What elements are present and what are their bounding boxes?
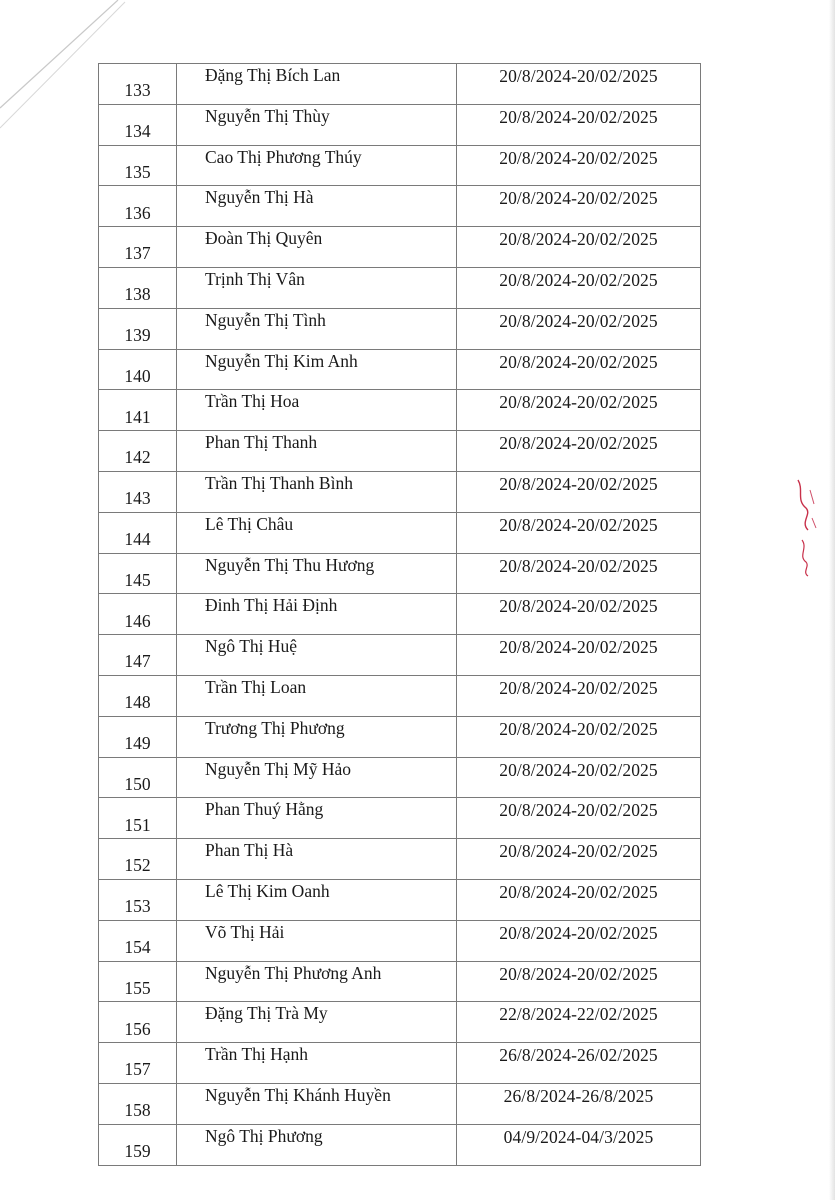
row-number-cell: 142 — [99, 431, 177, 472]
date-period-cell: 20/8/2024-20/02/2025 — [457, 716, 701, 757]
date-period-cell: 20/8/2024-20/02/2025 — [457, 145, 701, 186]
date-period-cell: 20/8/2024-20/02/2025 — [457, 431, 701, 472]
table-row — [99, 186, 701, 227]
row-number-cell: 137 — [99, 227, 177, 268]
table-row — [99, 267, 701, 308]
person-name-cell: Nguyễn Thị Thu Hương — [177, 553, 457, 594]
date-period-cell: 22/8/2024-22/02/2025 — [457, 1002, 701, 1043]
table-row — [99, 431, 701, 472]
person-name-cell: Phan Thị Hà — [177, 839, 457, 880]
date-period-cell: 26/8/2024-26/02/2025 — [457, 1043, 701, 1084]
row-number-cell: 159 — [99, 1124, 177, 1165]
person-name-cell: Trịnh Thị Vân — [177, 267, 457, 308]
row-number-cell: 145 — [99, 553, 177, 594]
table-row — [99, 1043, 701, 1084]
roster-table-container — [98, 63, 700, 1166]
person-name-cell: Nguyễn Thị Tình — [177, 308, 457, 349]
row-number-cell: 149 — [99, 716, 177, 757]
person-name-cell: Trương Thị Phương — [177, 716, 457, 757]
row-number-cell: 150 — [99, 757, 177, 798]
date-period-cell: 20/8/2024-20/02/2025 — [457, 879, 701, 920]
row-number-cell: 143 — [99, 471, 177, 512]
row-number-cell: 151 — [99, 798, 177, 839]
person-name-cell: Ngô Thị Huệ — [177, 635, 457, 676]
date-period-cell: 20/8/2024-20/02/2025 — [457, 675, 701, 716]
date-period-cell: 04/9/2024-04/3/2025 — [457, 1124, 701, 1165]
table-row — [99, 308, 701, 349]
person-name-cell: Trần Thị Hạnh — [177, 1043, 457, 1084]
person-name-cell: Đoàn Thị Quyên — [177, 227, 457, 268]
date-period-cell: 20/8/2024-20/02/2025 — [457, 186, 701, 227]
person-name-cell: Nguyễn Thị Phương Anh — [177, 961, 457, 1002]
row-number-cell: 139 — [99, 308, 177, 349]
row-number-cell: 135 — [99, 145, 177, 186]
table-row — [99, 757, 701, 798]
date-period-cell: 20/8/2024-20/02/2025 — [457, 267, 701, 308]
roster-table-body — [99, 64, 701, 1166]
person-name-cell: Đặng Thị Bích Lan — [177, 64, 457, 105]
person-name-cell: Trần Thị Thanh Bình — [177, 471, 457, 512]
person-name-cell: Võ Thị Hải — [177, 920, 457, 961]
row-number-cell: 155 — [99, 961, 177, 1002]
person-name-cell: Nguyễn Thị Mỹ Hảo — [177, 757, 457, 798]
person-name-cell: Nguyễn Thị Thùy — [177, 104, 457, 145]
table-row — [99, 349, 701, 390]
row-number-cell: 152 — [99, 839, 177, 880]
table-row — [99, 1083, 701, 1124]
person-name-cell: Phan Thuý Hằng — [177, 798, 457, 839]
table-row — [99, 471, 701, 512]
row-number-cell: 157 — [99, 1043, 177, 1084]
table-row — [99, 961, 701, 1002]
table-row — [99, 594, 701, 635]
date-period-cell: 20/8/2024-20/02/2025 — [457, 757, 701, 798]
date-period-cell: 20/8/2024-20/02/2025 — [457, 471, 701, 512]
table-row — [99, 716, 701, 757]
table-row — [99, 839, 701, 880]
row-number-cell: 141 — [99, 390, 177, 431]
table-row — [99, 1002, 701, 1043]
person-name-cell: Trần Thị Hoa — [177, 390, 457, 431]
table-row — [99, 104, 701, 145]
table-row — [99, 512, 701, 553]
person-name-cell: Lê Thị Kim Oanh — [177, 879, 457, 920]
table-row — [99, 227, 701, 268]
table-row — [99, 390, 701, 431]
date-period-cell: 20/8/2024-20/02/2025 — [457, 635, 701, 676]
date-period-cell: 20/8/2024-20/02/2025 — [457, 553, 701, 594]
roster-table — [98, 63, 701, 1166]
person-name-cell: Cao Thị Phương Thúy — [177, 145, 457, 186]
row-number-cell: 133 — [99, 64, 177, 105]
date-period-cell: 20/8/2024-20/02/2025 — [457, 64, 701, 105]
person-name-cell: Ngô Thị Phương — [177, 1124, 457, 1165]
person-name-cell: Trần Thị Loan — [177, 675, 457, 716]
table-row — [99, 879, 701, 920]
person-name-cell: Đặng Thị Trà My — [177, 1002, 457, 1043]
row-number-cell: 148 — [99, 675, 177, 716]
table-row — [99, 635, 701, 676]
date-period-cell: 20/8/2024-20/02/2025 — [457, 390, 701, 431]
row-number-cell: 140 — [99, 349, 177, 390]
table-row — [99, 798, 701, 839]
table-row — [99, 920, 701, 961]
row-number-cell: 147 — [99, 635, 177, 676]
date-period-cell: 20/8/2024-20/02/2025 — [457, 349, 701, 390]
date-period-cell: 20/8/2024-20/02/2025 — [457, 839, 701, 880]
person-name-cell: Đinh Thị Hải Định — [177, 594, 457, 635]
row-number-cell: 156 — [99, 1002, 177, 1043]
row-number-cell: 138 — [99, 267, 177, 308]
red-stamp-fragment — [792, 470, 822, 580]
date-period-cell: 26/8/2024-26/8/2025 — [457, 1083, 701, 1124]
person-name-cell: Nguyễn Thị Kim Anh — [177, 349, 457, 390]
person-name-cell: Phan Thị Thanh — [177, 431, 457, 472]
date-period-cell: 20/8/2024-20/02/2025 — [457, 104, 701, 145]
date-period-cell: 20/8/2024-20/02/2025 — [457, 798, 701, 839]
table-row — [99, 64, 701, 105]
table-row — [99, 675, 701, 716]
person-name-cell: Nguyễn Thị Khánh Huyền — [177, 1083, 457, 1124]
row-number-cell: 158 — [99, 1083, 177, 1124]
row-number-cell: 134 — [99, 104, 177, 145]
date-period-cell: 20/8/2024-20/02/2025 — [457, 512, 701, 553]
row-number-cell: 144 — [99, 512, 177, 553]
date-period-cell: 20/8/2024-20/02/2025 — [457, 961, 701, 1002]
date-period-cell: 20/8/2024-20/02/2025 — [457, 920, 701, 961]
person-name-cell: Lê Thị Châu — [177, 512, 457, 553]
date-period-cell: 20/8/2024-20/02/2025 — [457, 308, 701, 349]
date-period-cell: 20/8/2024-20/02/2025 — [457, 227, 701, 268]
row-number-cell: 153 — [99, 879, 177, 920]
row-number-cell: 146 — [99, 594, 177, 635]
date-period-cell: 20/8/2024-20/02/2025 — [457, 594, 701, 635]
person-name-cell: Nguyễn Thị Hà — [177, 186, 457, 227]
table-row — [99, 1124, 701, 1165]
row-number-cell: 136 — [99, 186, 177, 227]
page-edge-shadow — [829, 0, 835, 1200]
row-number-cell: 154 — [99, 920, 177, 961]
table-row — [99, 145, 701, 186]
table-row — [99, 553, 701, 594]
